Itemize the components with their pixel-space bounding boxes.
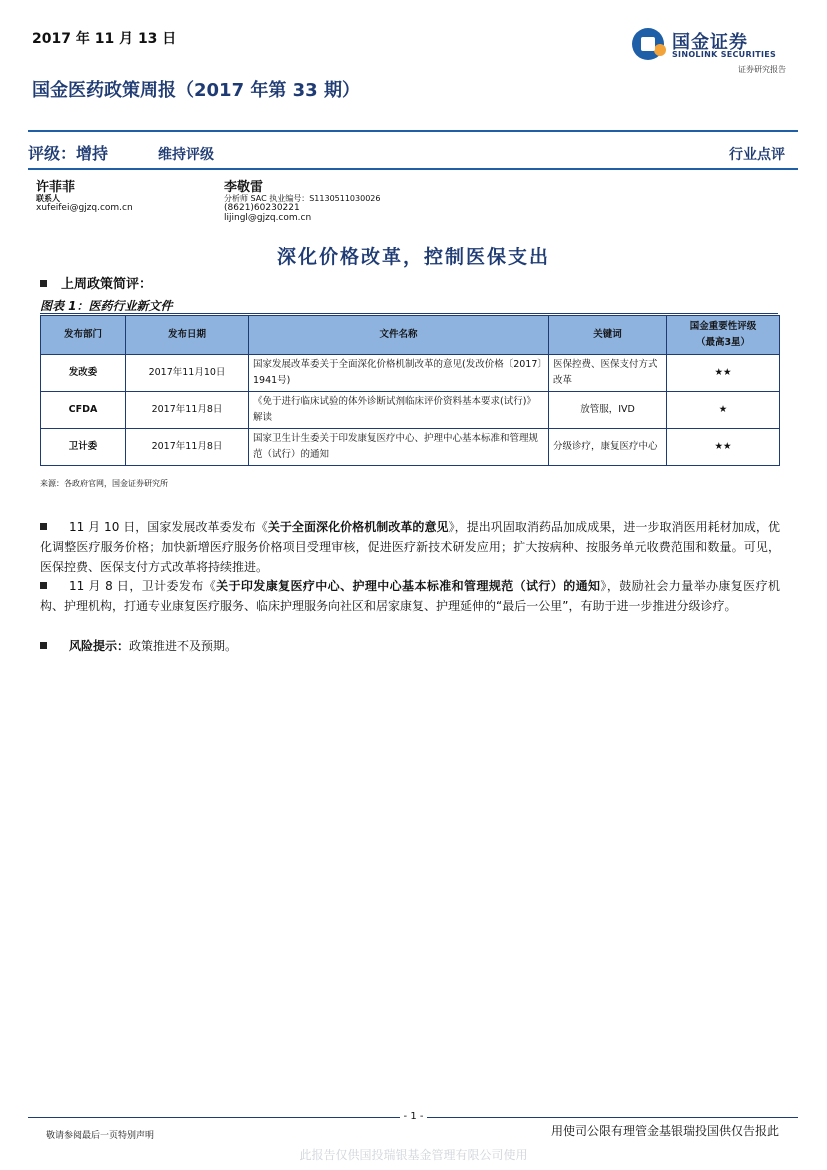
analyst-1-role: 联系人 bbox=[36, 194, 60, 203]
table-row bbox=[41, 355, 780, 392]
bullet-square-icon bbox=[40, 280, 47, 287]
paragraph-1 bbox=[40, 517, 780, 577]
col-department: 发布部门 bbox=[41, 316, 126, 355]
analyst-2-email[interactable]: lijingl@gjzq.com.cn bbox=[224, 213, 312, 223]
paragraph-1-pre: 11 月 10 日，国家发展改革委发布《 bbox=[69, 520, 268, 534]
cell-department: 发改委 bbox=[41, 355, 126, 392]
paragraph-1-post: 》，提出巩固取消药品加成成果，进一步取消医用耗材加成，优化调整医疗服务价格；加快新增医疗服务价格项目受理审核，促进医疗新技术研发应用；扩大按病种、按服务单元收费范围和数量。可见，医保控费、医保支付方式改革将持续推进。 bbox=[40, 520, 780, 574]
analyst-2-sac: 分析师 SAC 执业编号：S1130511030026 bbox=[224, 194, 381, 203]
paragraph-1-bold: 关于全面深化价格机制改革的意见 bbox=[267, 520, 449, 534]
col-rating-text: 国金重要性评级 （最高3星） bbox=[689, 321, 757, 348]
cell-date: 2017年11月8日 bbox=[126, 429, 249, 466]
col-rating bbox=[667, 316, 780, 355]
cell-document: 国家卫生计生委关于印发康复医疗中心、护理中心基本标准和管理规范（试行）的通知 bbox=[249, 429, 549, 466]
cell-department: 卫计委 bbox=[41, 429, 126, 466]
watermark: 此报告仅供国投瑞银基金管理有限公司使用 bbox=[299, 1148, 528, 1162]
analyst-2-phone: (8621)60230221 bbox=[224, 203, 300, 213]
bullet-square-icon bbox=[40, 582, 47, 589]
rating-label: 评级：增持 bbox=[28, 144, 109, 163]
figure-title: 图表 1：医药行业新文件 bbox=[40, 299, 173, 313]
risk-warning bbox=[40, 636, 780, 656]
bullet-square-icon bbox=[40, 642, 47, 649]
cell-document: 国家发展改革委关于全面深化价格机制改革的意见(发改价格〔2017〕1941号) bbox=[249, 355, 549, 392]
section-heading-text: 上周政策简评： bbox=[61, 277, 153, 292]
risk-warning-text: 政策推进不及预期。 bbox=[129, 639, 238, 653]
paragraph-2-pre: 11 月 8 日，卫计委发布《 bbox=[69, 579, 217, 593]
bullet-square-icon bbox=[40, 523, 47, 530]
table-row bbox=[41, 429, 780, 466]
logo-name-en: SINOLINK SECURITIES bbox=[672, 50, 777, 59]
paragraph-2 bbox=[40, 576, 780, 616]
page-number bbox=[0, 1111, 827, 1122]
col-keywords: 关键词 bbox=[549, 316, 667, 355]
headline: 深化价格改革，控制医保支出 bbox=[276, 246, 550, 268]
cell-date: 2017年11月10日 bbox=[126, 355, 249, 392]
cell-rating: ★ bbox=[667, 392, 780, 429]
cell-department: CFDA bbox=[41, 392, 126, 429]
report-type: 行业点评 bbox=[729, 147, 785, 163]
cell-keywords: 医保控费、医保支付方式改革 bbox=[549, 355, 667, 392]
section-heading bbox=[40, 273, 152, 292]
risk-warning-label: 风险提示： bbox=[69, 639, 130, 653]
footer-usage-note: 用使司公限有理管金基银瑞投国供仅告报此 bbox=[550, 1124, 779, 1138]
table-source: 来源：各政府官网，国金证券研究所 bbox=[40, 479, 168, 488]
analyst-2-name: 李敬雷 bbox=[224, 180, 264, 195]
cell-keywords: 放管服，IVD bbox=[549, 392, 667, 429]
cell-rating: ★★ bbox=[667, 429, 780, 466]
page-number-text: - 1 - bbox=[400, 1111, 428, 1122]
report-title: 国金医药政策周报（2017 年第 33 期） bbox=[32, 80, 360, 101]
figure-rule bbox=[40, 313, 778, 314]
logo-name-cn: 国金证券 bbox=[672, 32, 748, 53]
cell-rating: ★★ bbox=[667, 355, 780, 392]
header-divider bbox=[28, 130, 798, 132]
paragraph-2-post: 》，鼓励社会力量举办康复医疗机构、护理机构，打通专业康复医疗服务、临床护理服务向社区和居家康复、护理延伸的“最后一公里”，有助于进一步推进分级诊疗。 bbox=[40, 579, 780, 613]
company-logo bbox=[632, 26, 792, 76]
rating-maintain: 维持评级 bbox=[158, 147, 214, 163]
analyst-1-email[interactable]: xufeifei@gjzq.com.cn bbox=[36, 203, 133, 213]
col-date: 发布日期 bbox=[126, 316, 249, 355]
policy-table bbox=[40, 315, 780, 466]
cell-date: 2017年11月8日 bbox=[126, 392, 249, 429]
analyst-1-name: 许菲菲 bbox=[36, 180, 76, 195]
table-row bbox=[41, 392, 780, 429]
report-date: 2017 年 11 月 13 日 bbox=[32, 31, 177, 47]
logo-mark-icon bbox=[632, 28, 664, 60]
cell-keywords: 分级诊疗，康复医疗中心 bbox=[549, 429, 667, 466]
paragraph-2-bold: 关于印发康复医疗中心、护理中心基本标准和管理规范（试行）的通知 bbox=[216, 579, 601, 593]
col-document: 文件名称 bbox=[249, 316, 549, 355]
rating-divider bbox=[28, 168, 798, 170]
footer-disclaimer-note: 敬请参阅最后一页特别声明 bbox=[46, 1131, 155, 1141]
table-header-row bbox=[41, 316, 780, 355]
logo-tagline: 证券研究报告 bbox=[738, 65, 786, 74]
cell-document: 《免于进行临床试验的体外诊断试剂临床评价资料基本要求(试行)》解读 bbox=[249, 392, 549, 429]
